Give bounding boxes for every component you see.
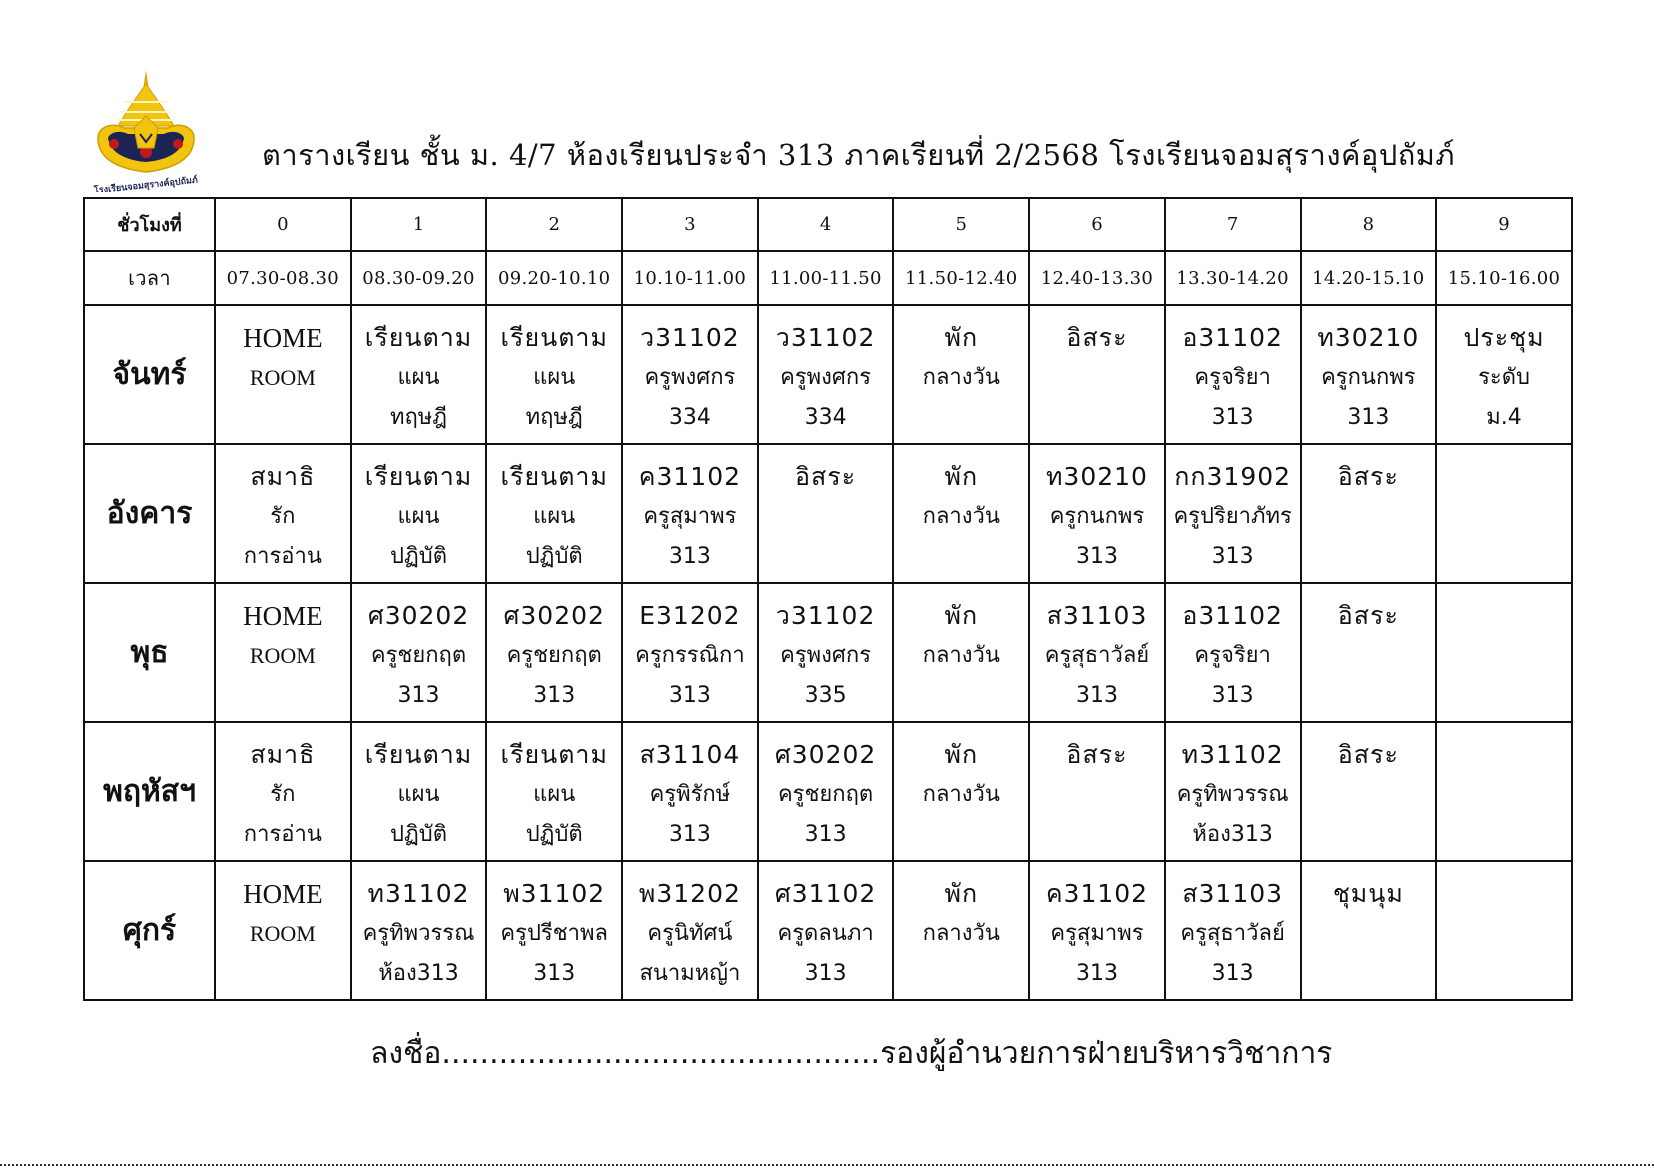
- svg-text:โรงเรียนจอมสุรางค์อุปถัมภ์: โรงเรียนจอมสุรางค์อุปถัมภ์: [93, 175, 199, 192]
- teacher-name: แผน: [397, 782, 440, 807]
- teacher-name: [1302, 914, 1436, 954]
- teacher-name: รัก: [270, 504, 296, 529]
- room-number: 313: [1075, 683, 1118, 708]
- room-number: 313: [1211, 544, 1254, 569]
- room-number: ทฤษฎี: [389, 405, 448, 430]
- timetable-cell: [893, 305, 1029, 444]
- day-label: พุธ: [84, 583, 215, 722]
- time-row: [84, 251, 1572, 305]
- room-number: [1302, 676, 1436, 716]
- room-number: 313: [533, 961, 576, 986]
- timetable-cell: [486, 583, 622, 722]
- subject-code: ว31102: [775, 601, 876, 630]
- teacher-name: ครูสุธาวัลย์: [1180, 921, 1285, 946]
- teacher-name: [1302, 636, 1436, 676]
- subject-code: พัก: [944, 740, 979, 769]
- room-number: 313: [1211, 683, 1254, 708]
- room-number: [1437, 676, 1571, 716]
- teacher-name: แผน: [533, 504, 576, 529]
- teacher-name: ครูปริยาภัทร: [1173, 504, 1292, 529]
- teacher-name: กลางวัน: [922, 365, 1000, 390]
- period-row: [84, 198, 1572, 251]
- room-number: [1302, 954, 1436, 994]
- time-slot: 07.30-08.30: [215, 251, 351, 305]
- room-number: ห้อง313: [1192, 822, 1273, 847]
- room-number: [1302, 537, 1436, 577]
- timetable-cell: [1165, 583, 1301, 722]
- timetable-cell: [215, 583, 351, 722]
- subject-code: เรียนตาม: [364, 740, 473, 769]
- subject-code: ท30210: [1045, 462, 1148, 491]
- subject-code: ว31102: [640, 323, 740, 352]
- subject-code: เรียนตาม: [364, 462, 473, 491]
- subject-code: ศ31102: [774, 879, 877, 908]
- subject-code: สมาธิ: [250, 462, 316, 491]
- timetable-cell: [215, 861, 351, 1000]
- day-rows: [84, 305, 1572, 1000]
- timetable-cell: [622, 722, 758, 861]
- room-number: ปฏิบัติ: [525, 544, 583, 569]
- teacher-name: ครูสุมาพร: [643, 504, 737, 529]
- room-number: [1030, 815, 1164, 855]
- teacher-name: ครูพิรักษ์: [649, 782, 731, 807]
- teacher-name: [1302, 497, 1436, 537]
- room-number: สนามหญ้า: [639, 961, 741, 986]
- period-number: 1: [351, 198, 487, 251]
- teacher-name: ครูกรรณิกา: [635, 643, 745, 668]
- timetable-cell: [351, 583, 487, 722]
- room-number: 313: [1211, 405, 1254, 430]
- subject-code: พัก: [944, 462, 979, 491]
- day-row: [84, 305, 1572, 444]
- timetable-cell: [1165, 722, 1301, 861]
- teacher-name: ครูทิพวรรณ: [1176, 782, 1289, 807]
- time-slot: 08.30-09.20: [351, 251, 487, 305]
- subject-code: เรียนตาม: [500, 462, 608, 491]
- period-number: 7: [1165, 198, 1301, 251]
- subject-code: อ31102: [1182, 323, 1283, 352]
- subject-code: เรียนตาม: [500, 740, 608, 769]
- bottom-divider: [0, 1164, 1654, 1166]
- teacher-name: ครูดลนภา: [777, 921, 874, 946]
- teacher-name: แผน: [397, 365, 440, 390]
- room-number: [894, 815, 1028, 855]
- period-number: 0: [215, 198, 351, 251]
- timetable-cell: [486, 444, 622, 583]
- teacher-name: รัก: [270, 782, 296, 807]
- timetable-cell: [215, 305, 351, 444]
- room-number: [1030, 398, 1164, 438]
- subject-code: ส31103: [1046, 601, 1148, 630]
- room-number: 313: [804, 822, 847, 847]
- room-number: [216, 676, 350, 716]
- teacher-name: [1437, 914, 1571, 954]
- period-number: 6: [1029, 198, 1165, 251]
- subject-code: เรียนตาม: [500, 323, 608, 352]
- subject-code: ส31103: [1182, 879, 1284, 908]
- subject-code: อ31102: [1182, 601, 1283, 630]
- timetable-cell: [758, 305, 894, 444]
- teacher-name: แผน: [397, 504, 440, 529]
- teacher-name: ครูชยกฤต: [777, 782, 874, 807]
- subject-code: [1437, 735, 1571, 775]
- subject-code: อิสระ: [795, 462, 857, 491]
- subject-code: [1437, 457, 1571, 497]
- subject-code: ท30210: [1317, 323, 1420, 352]
- room-number: [1437, 815, 1571, 855]
- teacher-name: ครูสุธาวัลย์: [1044, 643, 1150, 668]
- period-number: 2: [486, 198, 622, 251]
- period-label: ชั่วโมงที่: [84, 198, 215, 251]
- room-number: 313: [1347, 405, 1390, 430]
- subject-code: ศ30202: [503, 601, 605, 630]
- timetable-cell: [351, 861, 487, 1000]
- teacher-name: ROOM: [249, 921, 316, 946]
- timetable-cell: [1165, 305, 1301, 444]
- room-number: ปฏิบัติ: [390, 544, 448, 569]
- day-label: จันทร์: [84, 305, 215, 444]
- teacher-name: ครูพงศกร: [780, 365, 872, 390]
- subject-code: อิสระ: [1337, 601, 1399, 630]
- room-number: [894, 676, 1028, 716]
- teacher-name: ครูพงศกร: [780, 643, 872, 668]
- room-number: ทฤษฎี: [525, 405, 583, 430]
- day-label: อังคาร: [84, 444, 215, 583]
- subject-code: [1437, 874, 1571, 914]
- teacher-name: ครูจริยา: [1194, 365, 1271, 390]
- timetable-cell: [893, 583, 1029, 722]
- room-number: 313: [668, 683, 711, 708]
- subject-code: เรียนตาม: [364, 323, 473, 352]
- timetable-cell: [1301, 444, 1437, 583]
- period-number: 8: [1301, 198, 1437, 251]
- school-crest-icon: [84, 68, 208, 192]
- timetable-cell: [622, 583, 758, 722]
- period-number: 5: [893, 198, 1029, 251]
- timetable-cell: [1436, 444, 1572, 583]
- timetable-cell: [1436, 305, 1572, 444]
- room-number: [1437, 537, 1571, 577]
- timetable-cell: [758, 861, 894, 1000]
- timetable-cell: [1436, 583, 1572, 722]
- teacher-name: ครูทิพวรรณ: [362, 921, 475, 946]
- timetable-cell: [1029, 305, 1165, 444]
- teacher-name: กลางวัน: [922, 921, 1000, 946]
- subject-code: ชุมนุม: [1332, 879, 1404, 908]
- subject-code: E31202: [639, 601, 741, 630]
- teacher-name: ครูปรีชาพล: [500, 921, 609, 946]
- room-number: การอ่าน: [243, 822, 322, 847]
- timetable: [83, 197, 1573, 1001]
- teacher-name: ครูจริยา: [1194, 643, 1271, 668]
- timetable-cell: [1029, 722, 1165, 861]
- room-number: 335: [804, 683, 847, 708]
- day-label: ศุกร์: [84, 861, 215, 1000]
- subject-code: อิสระ: [1337, 740, 1399, 769]
- subject-code: อิสระ: [1337, 462, 1399, 491]
- teacher-name: ครูชยกฤต: [506, 643, 602, 668]
- teacher-name: แผน: [533, 782, 576, 807]
- day-label: พฤหัสฯ: [84, 722, 215, 861]
- timetable-cell: [1165, 444, 1301, 583]
- timetable-cell: [1301, 722, 1437, 861]
- timetable-cell: [1301, 861, 1437, 1000]
- timetable-cell: [1301, 305, 1437, 444]
- teacher-name: กลางวัน: [922, 643, 1000, 668]
- room-number: [894, 954, 1028, 994]
- teacher-name: [1437, 636, 1571, 676]
- timetable-cell: [622, 444, 758, 583]
- room-number: [1437, 954, 1571, 994]
- subject-code: พ31202: [638, 879, 741, 908]
- timetable-cell: [1029, 583, 1165, 722]
- subject-code: สมาธิ: [250, 740, 316, 769]
- room-number: 334: [804, 405, 847, 430]
- timetable-cell: [893, 861, 1029, 1000]
- timetable-cell: [1165, 861, 1301, 1000]
- room-number: 313: [397, 683, 440, 708]
- timetable-cell: [215, 444, 351, 583]
- room-number: 334: [668, 405, 711, 430]
- room-number: [894, 537, 1028, 577]
- teacher-name: [1437, 497, 1571, 537]
- subject-code: ว31102: [775, 323, 876, 352]
- teacher-name: ครูชยกฤต: [370, 643, 467, 668]
- subject-code: ค31102: [638, 462, 742, 491]
- subject-code: HOME: [243, 879, 323, 909]
- timetable-cell: [893, 444, 1029, 583]
- time-slot: 14.20-15.10: [1301, 251, 1437, 305]
- time-slot: 15.10-16.00: [1436, 251, 1572, 305]
- timetable-cell: [1029, 444, 1165, 583]
- teacher-name: กลางวัน: [922, 782, 1000, 807]
- timetable-cell: [1029, 861, 1165, 1000]
- time-slot: 11.50-12.40: [893, 251, 1029, 305]
- room-number: 313: [1075, 544, 1118, 569]
- teacher-name: ครูกนกพร: [1321, 365, 1416, 390]
- timetable-cell: [758, 583, 894, 722]
- teacher-name: ครูนิทัศน์: [647, 921, 733, 946]
- subject-code: พัก: [944, 323, 979, 352]
- room-number: 313: [1075, 961, 1118, 986]
- timetable-cell: [622, 305, 758, 444]
- subject-code: พัก: [944, 879, 979, 908]
- subject-code: อิสระ: [1066, 740, 1128, 769]
- timetable-cell: [622, 861, 758, 1000]
- timetable-cell: [758, 722, 894, 861]
- timetable-cell: [351, 305, 487, 444]
- subject-code: อิสระ: [1066, 323, 1128, 352]
- time-label: เวลา: [84, 251, 215, 305]
- room-number: ห้อง313: [378, 961, 459, 986]
- timetable-cell: [351, 722, 487, 861]
- teacher-name: [1437, 775, 1571, 815]
- subject-code: ท31102: [367, 879, 470, 908]
- room-number: [759, 537, 893, 577]
- teacher-name: ระดับ: [1478, 365, 1530, 390]
- subject-code: ท31102: [1181, 740, 1284, 769]
- subject-code: ศ30202: [367, 601, 470, 630]
- subject-code: ศ30202: [774, 740, 877, 769]
- timetable-cell: [1436, 861, 1572, 1000]
- signature-line: ลงชื่อ..............................................รองผู้อำนวยการฝ่ายบริหารวิชาการ: [370, 1036, 1333, 1071]
- day-row: [84, 583, 1572, 722]
- room-number: ปฏิบัติ: [390, 822, 448, 847]
- time-slot: 10.10-11.00: [622, 251, 758, 305]
- timetable-cell: [758, 444, 894, 583]
- subject-code: ส31104: [639, 740, 741, 769]
- room-number: 313: [804, 961, 847, 986]
- day-row: [84, 722, 1572, 861]
- subject-code: พ31102: [503, 879, 606, 908]
- room-number: [216, 398, 350, 438]
- timetable-cell: [486, 861, 622, 1000]
- room-number: การอ่าน: [243, 544, 322, 569]
- room-number: 313: [1211, 961, 1254, 986]
- teacher-name: [1030, 358, 1164, 398]
- room-number: 313: [668, 544, 711, 569]
- time-slot: 09.20-10.10: [486, 251, 622, 305]
- timetable-cell: [215, 722, 351, 861]
- room-number: [216, 954, 350, 994]
- page-title: ตารางเรียน ชั้น ม. 4/7 ห้องเรียนประจำ 313 ภาคเรียนที่ 2/2568 โรงเรียนจอมสุรางค์อุปถัมภ์: [262, 138, 1456, 172]
- room-number: [894, 398, 1028, 438]
- room-number: ปฏิบัติ: [525, 822, 583, 847]
- teacher-name: ครูสุมาพร: [1050, 921, 1144, 946]
- subject-code: ค31102: [1045, 879, 1149, 908]
- teacher-name: ครูกนกพร: [1049, 504, 1145, 529]
- subject-code: กก31902: [1174, 462, 1292, 491]
- timetable-cell: [486, 305, 622, 444]
- subject-code: ประชุม: [1463, 323, 1545, 352]
- timetable-cell: [351, 444, 487, 583]
- period-number: 4: [758, 198, 894, 251]
- period-number: 3: [622, 198, 758, 251]
- time-slot: 11.00-11.50: [758, 251, 894, 305]
- subject-code: HOME: [243, 323, 323, 353]
- room-number: [1302, 815, 1436, 855]
- day-row: [84, 444, 1572, 583]
- teacher-name: [1302, 775, 1436, 815]
- timetable-cell: [486, 722, 622, 861]
- subject-code: พัก: [944, 601, 979, 630]
- room-number: 313: [668, 822, 711, 847]
- room-number: ม.4: [1486, 405, 1522, 430]
- room-number: 313: [533, 683, 576, 708]
- timetable-cell: [893, 722, 1029, 861]
- time-slot: 12.40-13.30: [1029, 251, 1165, 305]
- teacher-name: [1030, 775, 1164, 815]
- period-number: 9: [1436, 198, 1572, 251]
- teacher-name: ROOM: [249, 643, 316, 668]
- teacher-name: กลางวัน: [922, 504, 1000, 529]
- teacher-name: ROOM: [249, 365, 316, 390]
- teacher-name: ครูพงศกร: [644, 365, 736, 390]
- time-slot: 13.30-14.20: [1165, 251, 1301, 305]
- timetable-cell: [1436, 722, 1572, 861]
- teacher-name: [759, 497, 893, 537]
- teacher-name: แผน: [533, 365, 576, 390]
- timetable-cell: [1301, 583, 1437, 722]
- subject-code: HOME: [243, 601, 323, 631]
- subject-code: [1437, 596, 1571, 636]
- day-row: [84, 861, 1572, 1000]
